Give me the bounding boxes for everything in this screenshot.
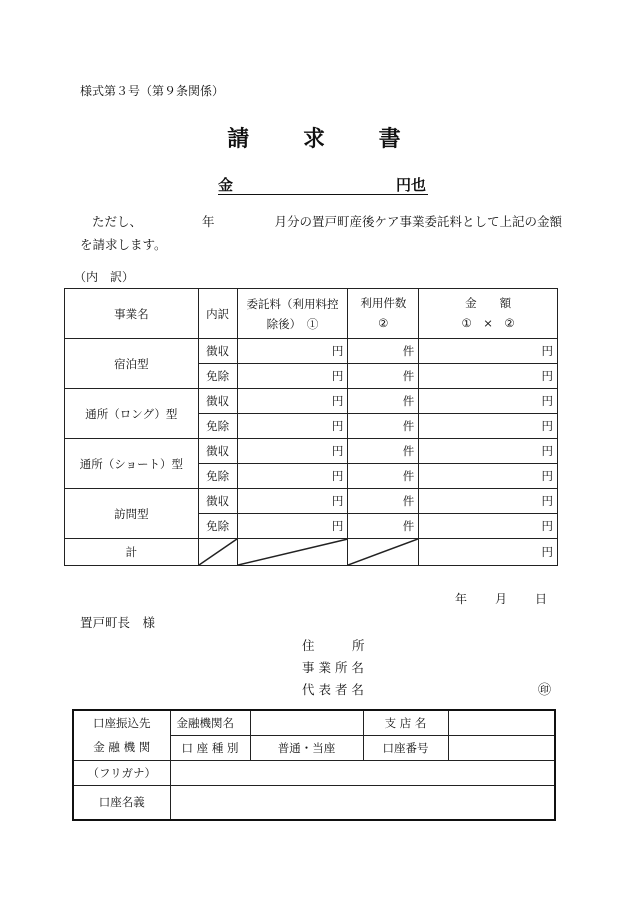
- fee-cell[interactable]: 円: [237, 339, 348, 364]
- table-row: [65, 339, 558, 364]
- branch-name-label: 支 店 名: [363, 710, 448, 735]
- form-number: 様式第３号（第９条関係）: [80, 84, 225, 98]
- total-label: 計: [65, 539, 199, 566]
- branch-name-field[interactable]: [448, 710, 555, 735]
- date-month: 月: [495, 592, 508, 606]
- kind-label: 徴収: [198, 439, 237, 464]
- request-statement: [80, 210, 568, 256]
- account-number-label: 口座番号: [363, 735, 448, 760]
- kind-label: 免除: [198, 514, 237, 539]
- institution-name-label: 金融機関名: [170, 710, 250, 735]
- seal-mark: ㊞: [538, 683, 552, 698]
- slash-line: [238, 539, 348, 565]
- total-row: [65, 539, 558, 566]
- account-holder-field[interactable]: [170, 785, 555, 820]
- amount-cell[interactable]: 円: [419, 364, 558, 389]
- fee-cell[interactable]: 円: [237, 389, 348, 414]
- slash-line: [199, 539, 237, 565]
- furigana-field[interactable]: [170, 760, 555, 785]
- total-kind-slashed: [198, 539, 237, 566]
- amount-cell[interactable]: 円: [419, 489, 558, 514]
- sender-representative-label: 代 表 者 名: [302, 682, 364, 697]
- statement-part1: ただし、: [92, 214, 143, 229]
- count-cell[interactable]: 件: [348, 389, 419, 414]
- header-fee-line1: 委託料（利用料控: [246, 296, 339, 311]
- transfer-label-line2: 金 融 機 関: [93, 740, 151, 755]
- date-day: 日: [535, 592, 548, 606]
- kind-label: 免除: [198, 464, 237, 489]
- count-cell[interactable]: 件: [348, 489, 419, 514]
- header-service-name: 事業名: [65, 289, 199, 339]
- fee-cell[interactable]: 円: [237, 464, 348, 489]
- table-row: [65, 439, 558, 464]
- total-count-slashed: [348, 539, 419, 566]
- account-type-label: 口 座 種 別: [170, 735, 250, 760]
- account-holder-label: 口座名義: [73, 785, 170, 820]
- fee-cell[interactable]: 円: [237, 514, 348, 539]
- bank-row-institution: [73, 710, 555, 735]
- service-name: 宿泊型: [65, 339, 199, 389]
- slash-line: [348, 539, 418, 565]
- furigana-label: （フリガナ）: [73, 760, 170, 785]
- amount-unit: 円也: [395, 176, 426, 194]
- table-header-row: [65, 289, 558, 339]
- header-fee: [237, 289, 348, 339]
- amount-cell[interactable]: 円: [419, 414, 558, 439]
- total-amount-cell[interactable]: 円: [419, 539, 558, 566]
- amount-cell[interactable]: 円: [419, 439, 558, 464]
- header-count-line1: 利用件数: [360, 296, 407, 310]
- count-cell[interactable]: 件: [348, 339, 419, 364]
- header-count-line2: ②: [378, 316, 389, 330]
- fee-cell[interactable]: 円: [237, 364, 348, 389]
- bank-row-holder: [73, 785, 555, 820]
- total-fee-slashed: [237, 539, 348, 566]
- kind-label: 免除: [198, 414, 237, 439]
- amount-field[interactable]: [218, 174, 428, 195]
- header-count: [348, 289, 419, 339]
- document-title: [0, 122, 630, 153]
- transfer-label-line1: 口座振込先: [93, 716, 151, 731]
- bank-account-table: [72, 709, 556, 821]
- account-type-field[interactable]: 普通・当座: [250, 735, 363, 760]
- account-number-field[interactable]: [448, 735, 555, 760]
- title-char-2: 求: [302, 126, 327, 152]
- service-name: 訪問型: [65, 489, 199, 539]
- count-cell[interactable]: 件: [348, 439, 419, 464]
- institution-name-field[interactable]: [250, 710, 363, 735]
- kind-label: 徴収: [198, 389, 237, 414]
- sender-address-label: 住 所: [302, 638, 365, 653]
- header-amount-line1: 金 額: [465, 296, 512, 310]
- count-cell[interactable]: 件: [348, 464, 419, 489]
- title-char-1: 請: [227, 126, 252, 152]
- title-char-3: 書: [378, 126, 403, 152]
- statement-year: 年: [202, 214, 215, 229]
- header-amount-line2: ① × ②: [461, 316, 515, 330]
- service-name: 通所（ショート）型: [65, 439, 199, 489]
- kind-label: 徴収: [198, 339, 237, 364]
- fee-cell[interactable]: 円: [237, 414, 348, 439]
- date-year: 年: [455, 592, 468, 606]
- table-row: [65, 389, 558, 414]
- header-kind: 内訳: [198, 289, 237, 339]
- count-cell[interactable]: 件: [348, 414, 419, 439]
- transfer-label: [73, 710, 170, 760]
- header-fee-line2: 除後） ①: [266, 316, 319, 331]
- kind-label: 免除: [198, 364, 237, 389]
- issue-date[interactable]: [455, 590, 547, 607]
- fee-cell[interactable]: 円: [237, 489, 348, 514]
- sender-business-label: 事 業 所 名: [302, 660, 364, 675]
- amount-cell[interactable]: 円: [419, 389, 558, 414]
- amount-label: 金: [218, 176, 234, 194]
- statement-part2: 月分の置戸町産後ケア事業委託料として上記の金額を請求します。: [80, 214, 563, 252]
- count-cell[interactable]: 件: [348, 514, 419, 539]
- amount-cell[interactable]: 円: [419, 514, 558, 539]
- fee-cell[interactable]: 円: [237, 439, 348, 464]
- kind-label: 徴収: [198, 489, 237, 514]
- amount-cell[interactable]: 円: [419, 464, 558, 489]
- breakdown-table: [64, 288, 558, 566]
- amount-cell[interactable]: 円: [419, 339, 558, 364]
- table-row: [65, 489, 558, 514]
- bank-row-furigana: [73, 760, 555, 785]
- service-name: 通所（ロング）型: [65, 389, 199, 439]
- addressee: 置戸町長 様: [80, 615, 156, 630]
- header-amount: [419, 289, 558, 339]
- count-cell[interactable]: 件: [348, 364, 419, 389]
- breakdown-label: （内 訳）: [74, 270, 135, 284]
